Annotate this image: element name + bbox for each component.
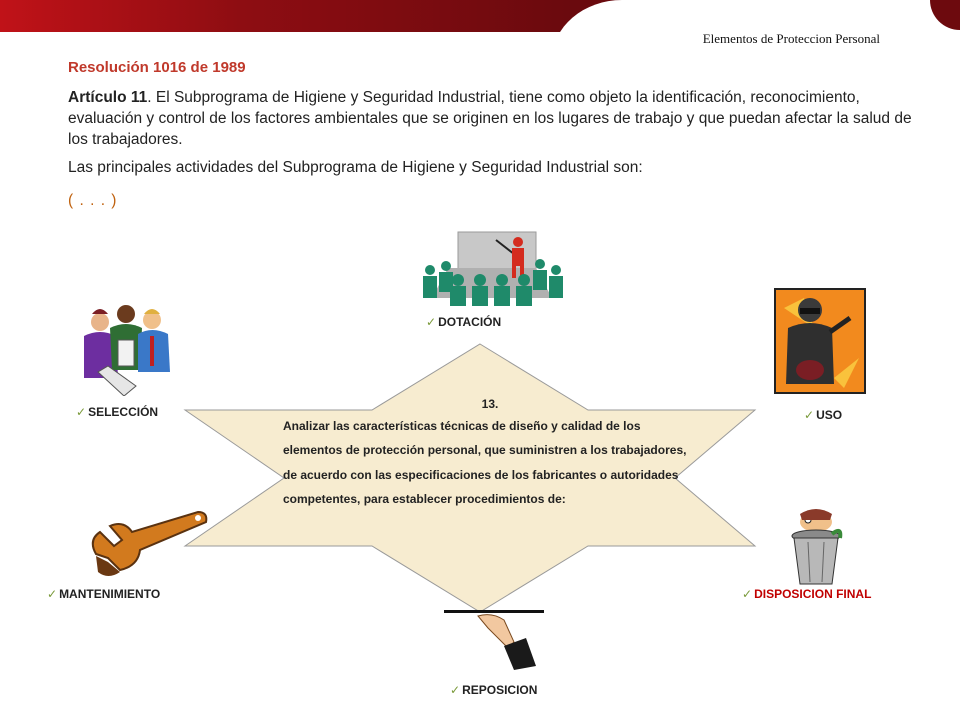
label-reposicion bbox=[450, 683, 537, 697]
label-dotacion-text: DOTACIÓN bbox=[438, 315, 502, 329]
label-seleccion bbox=[76, 405, 158, 419]
label-uso bbox=[804, 408, 842, 422]
welder-icon bbox=[774, 288, 866, 394]
check-icon: ✓ bbox=[76, 405, 87, 419]
hand-tray-icon bbox=[444, 606, 544, 672]
wrench-icon bbox=[86, 506, 210, 582]
ellipsis: ( . . . ) bbox=[68, 192, 118, 209]
label-disposicion-final bbox=[742, 587, 871, 601]
star-number: 13. bbox=[481, 397, 499, 411]
label-dotacion bbox=[426, 315, 501, 329]
article-text: . El Subprograma de Higiene y Seguridad Industrial, tiene como objeto la identificación, reconocimiento, evaluación y control de los factores ambientales que se originen en los lugares de trabajo y que puedan afectar la salud de los trabajadores. bbox=[68, 89, 912, 148]
label-reposicion-text: REPOSICION bbox=[462, 683, 538, 697]
trash-can-icon bbox=[786, 508, 846, 586]
label-uso-text: USO bbox=[816, 408, 843, 422]
article-label: Artículo 11 bbox=[68, 89, 148, 106]
presentation-icon bbox=[418, 228, 566, 308]
check-icon: ✓ bbox=[47, 587, 58, 601]
header-title: Elementos de Proteccion Personal bbox=[702, 31, 880, 46]
check-icon: ✓ bbox=[426, 315, 437, 329]
people-icon bbox=[78, 300, 176, 396]
star-body: Analizar las características técnicas de diseño y calidad de los elementos de protección personal, que suministren a los trabajadores, de acuerdo con las especificaciones de los fabricantes o autoridades competentes, para establecer procedimientos de: bbox=[283, 419, 687, 507]
label-mantenimiento-text: MANTENIMIENTO bbox=[59, 587, 161, 601]
check-icon: ✓ bbox=[742, 587, 753, 601]
check-icon: ✓ bbox=[804, 408, 815, 422]
label-mantenimiento bbox=[47, 587, 160, 601]
star-text bbox=[283, 394, 703, 512]
label-disposicion-text: DISPOSICION FINAL bbox=[754, 587, 872, 601]
check-icon: ✓ bbox=[450, 683, 461, 697]
label-seleccion-text: SELECCIÓN bbox=[88, 405, 159, 419]
activities-intro: Las principales actividades del Subprograma de Higiene y Seguridad Industrial son: bbox=[68, 159, 643, 176]
resolution-title: Resolución 1016 de 1989 bbox=[68, 59, 246, 76]
